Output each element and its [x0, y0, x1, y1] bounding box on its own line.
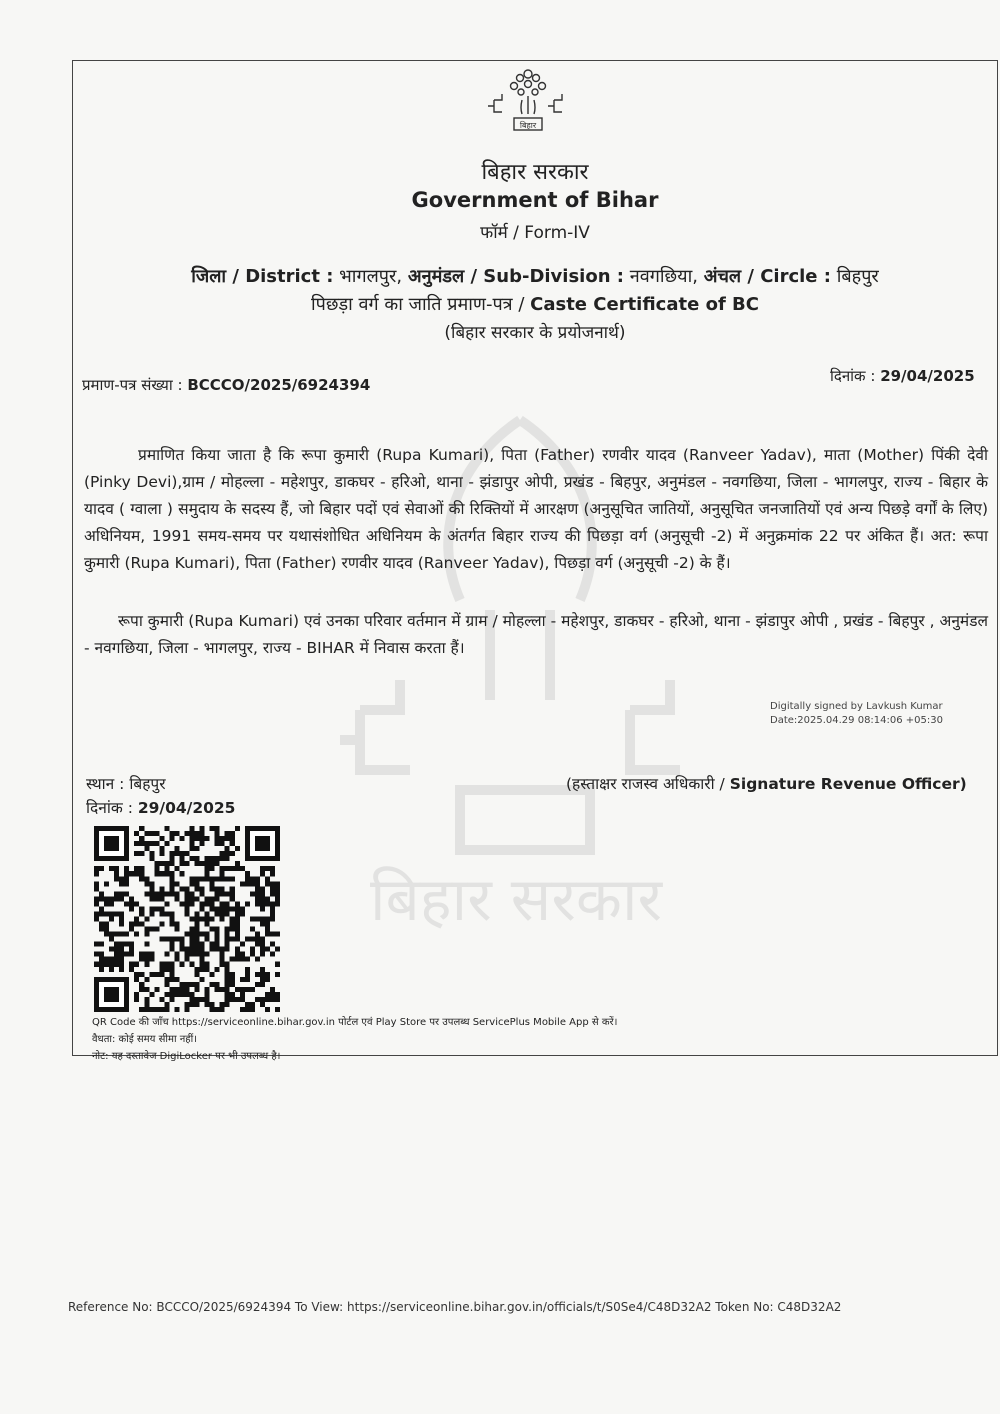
footer-date-label: दिनांक : — [86, 799, 133, 817]
signature-label-hindi: (हस्ताक्षर राजस्व अधिकारी / — [566, 775, 725, 793]
circle-label: अंचल / Circle : — [703, 266, 831, 287]
place-label: स्थान : — [86, 775, 125, 793]
district-value: भागलपुर, — [339, 266, 403, 287]
digilocker-note: नोट: यह दस्तावेज DigiLocker पर भी उपलब्ध है। — [92, 1051, 281, 1062]
certificate-purpose: (बिहार सरकार के प्रयोजनार्थ) — [444, 323, 626, 343]
watermark-text: बिहार सरकार — [370, 865, 663, 935]
certificate-number-value: BCCCO/2025/6924394 — [187, 376, 371, 394]
reference-line: Reference No: BCCCO/2025/6924394 To View: https://serviceonline.bihar.gov.in/officials/t/S0Se4/C48D32A2 Token No: C48D32A2 — [68, 1300, 842, 1314]
certificate-title-english: Caste Certificate of BC — [530, 294, 759, 315]
certification-paragraph: प्रमाणित किया जाता है कि रूपा कुमारी (Rupa Kumari), पिता (Father) रणवीर यादव (Ranveer Yadav), माता (Mother) पिंकी देवी (Pinky Devi),ग्राम / मोहल्ला - महेशपुर, डाकघर - हरिओ, थाना - झंडापुर ओपी, प्रखंड - बिहपुर, अनुमंडल - नवगछिया, जिला - भागलपुर, राज्य - बिहार के यादव ( ग्वाला ) समुदाय के सदस्य हैं, जो बिहार पदों एवं सेवाओं की रिक्तियों में आरक्षण (अनुसूचित जातियों, अनुसूचित जनजातियों एवं अन्य पिछड़े वर्गों के लिए) अधिनियम, 1991 समय-समय पर यथासंशोधित अधिनियम के अंतर्गत बिहार राज्य की पिछड़ा वर्ग (अनुसूची -2) में अनुक्रमांक 22 पर अंकित हैं। अत: रूपा कुमारी (Rupa Kumari), पिता (Father) रणवीर यादव (Ranveer Yadav), पिछड़ा वर्ग (अनुसूची -2) के हैं। — [84, 446, 988, 572]
footer-notes — [92, 1014, 617, 1065]
place-line — [86, 772, 235, 796]
place-value: बिहपुर — [129, 775, 166, 793]
qr-verification-note: QR Code की जाँच https://serviceonline.bihar.gov.in पोर्टल एवं Play Store पर उपलब्ध ServicePlus Mobile App से करें। — [92, 1017, 618, 1028]
govt-hindi-heading: बिहार सरकार — [481, 160, 589, 185]
emblem-label: बिहार — [519, 121, 537, 130]
place-date-block — [86, 772, 235, 820]
location-line — [72, 264, 998, 288]
issue-date — [830, 366, 975, 386]
subdivision-label: अनुमंडल / Sub-Division : — [407, 266, 624, 287]
digital-signature-name: Digitally signed by Lavkush Kumar — [770, 701, 943, 712]
signature-label — [566, 772, 967, 794]
digital-signature — [770, 700, 943, 728]
digital-signature-date: Date:2025.04.29 08:14:06 +05:30 — [770, 715, 943, 726]
certificate-title-hindi: पिछड़ा वर्ग का जाति प्रमाण-पत्र / — [311, 294, 525, 315]
certificate-number-label: प्रमाण-पत्र संख्या : — [82, 376, 183, 394]
govt-english-heading: Government of Bihar — [411, 188, 659, 212]
bihar-emblem-icon — [486, 62, 570, 134]
residence-paragraph: रूपा कुमारी (Rupa Kumari) एवं उनका परिवार वर्तमान में ग्राम / मोहल्ला - महेशपुर, डाकघर - हरिओ, थाना - झंडापुर ओपी , प्रखंड - बिहपुर , अनुमंडल - नवगछिया, जिला - भागलपुर, राज्य - BIHAR में निवास करता हैं। — [84, 612, 988, 657]
issue-date-label: दिनांक : — [830, 367, 876, 385]
footer-date-value: 29/04/2025 — [137, 799, 236, 817]
certificate-title — [72, 292, 998, 316]
certificate-number — [82, 375, 370, 395]
issue-date-value: 29/04/2025 — [880, 367, 975, 385]
validity-note: वैधता: कोई समय सीमा नहीं। — [92, 1034, 197, 1045]
form-number: फॉर्म / Form-IV — [480, 223, 590, 243]
footer-date-line — [86, 796, 235, 820]
qr-code — [94, 826, 280, 1012]
signature-label-english: Signature Revenue Officer) — [729, 775, 967, 793]
subdivision-value: नवगछिया, — [629, 266, 698, 287]
district-label: जिला / District : — [191, 266, 334, 287]
circle-value: बिहपुर — [836, 266, 879, 287]
